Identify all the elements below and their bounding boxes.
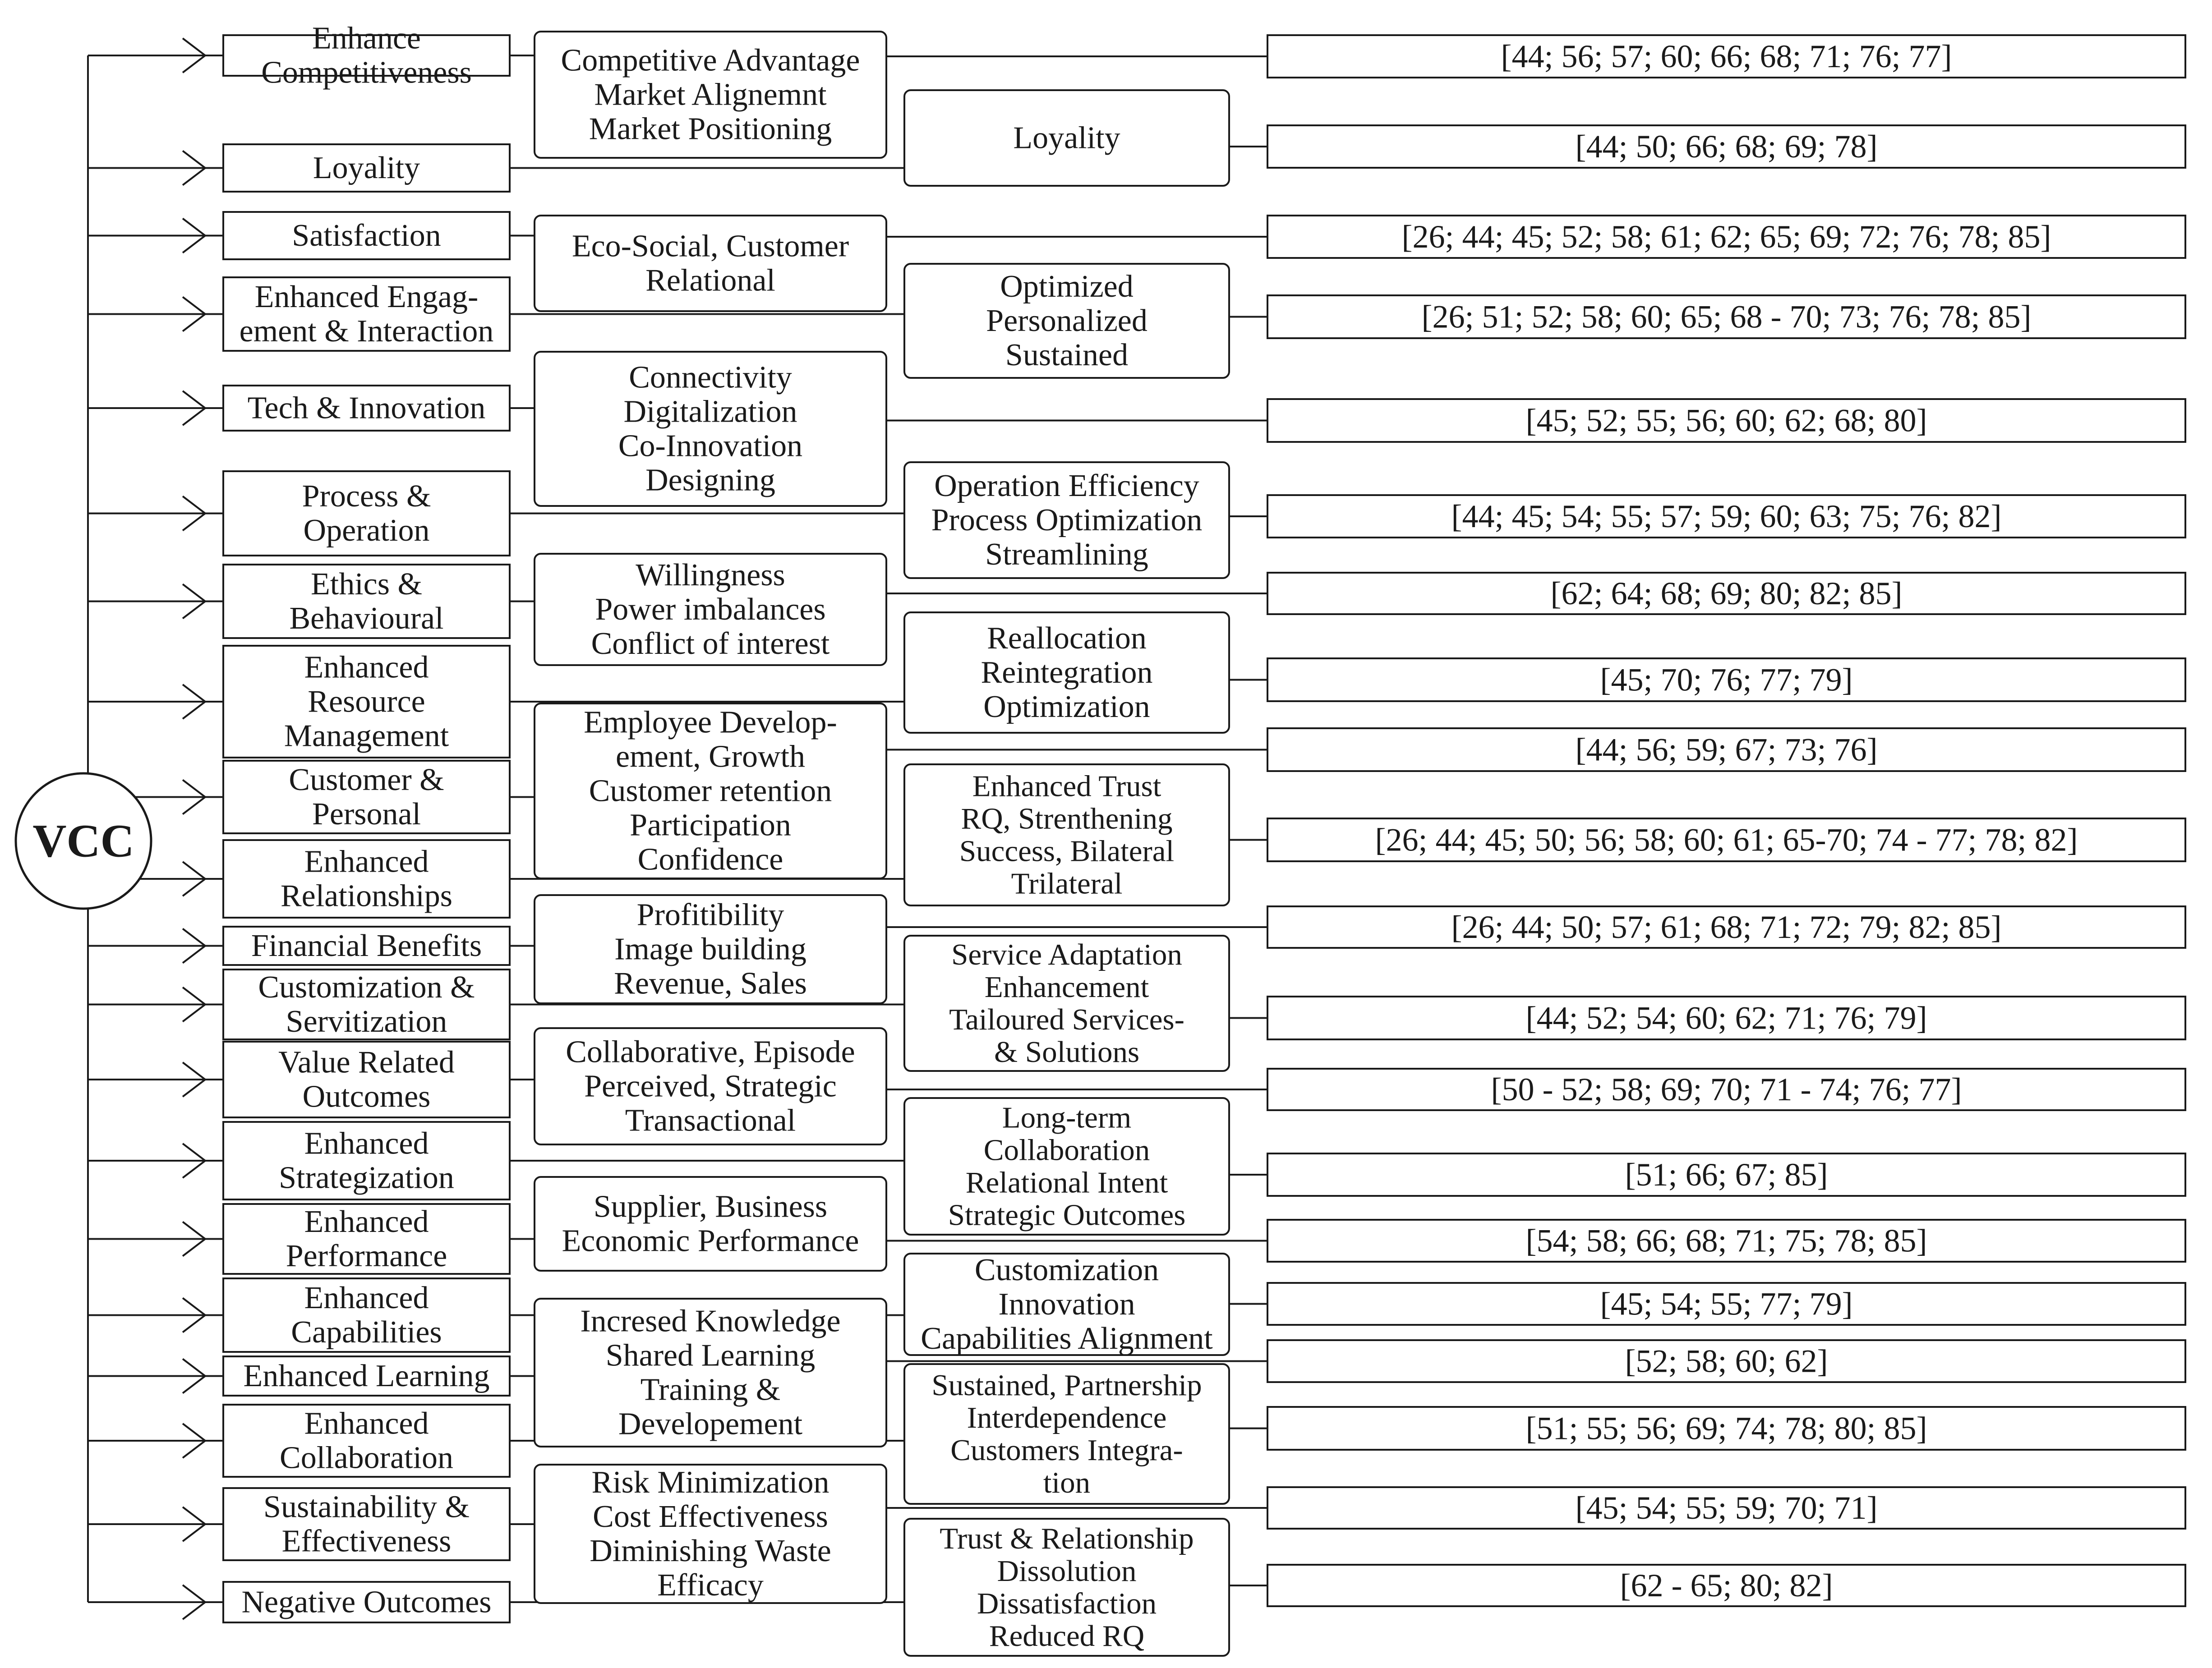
group-box-sr7-line: Capabilities Alignment [921, 1321, 1213, 1356]
group-box-sl1 [535, 216, 886, 311]
outcome-box-o7 [223, 646, 510, 758]
outcome-box-o5 [223, 471, 510, 556]
reference-box-r1-line: [44; 50; 66; 68; 69; 78] [1575, 129, 1878, 165]
outcome-box-o16-line: Enhanced Learning [243, 1359, 490, 1393]
reference-box-r12 [1267, 1069, 2185, 1110]
group-box-sr3-line: Optimization [983, 689, 1150, 724]
reference-box-r16-line: [52; 58; 60; 62] [1625, 1343, 1828, 1379]
reference-box-r3-line: [26; 51; 52; 58; 60; 65; 68 - 70; 73; 76; 78; 85] [1421, 299, 2032, 335]
group-box-sr1-line: Optimized [1000, 269, 1134, 304]
group-box-sr7-line: Customization [974, 1253, 1159, 1287]
outcome-box-o5-line: Process & [302, 479, 431, 514]
outcome-box-o17-line: Collaboration [280, 1440, 453, 1475]
outcome-box-o12-line: Outcomes [302, 1079, 431, 1114]
group-box-sr4-line: Trilateral [1011, 867, 1123, 901]
group-box-sl4-line: ement, Growth [616, 739, 805, 774]
reference-box-r17 [1267, 1407, 2185, 1450]
outcome-box-o16 [223, 1356, 510, 1396]
group-box-sr8-line: Sustained, Partnership [931, 1369, 1202, 1402]
outcome-box-o18 [223, 1488, 510, 1560]
group-box-sr8-line: Customers Integra- [950, 1434, 1183, 1467]
group-box-sr2-line: Process Optimization [931, 503, 1203, 538]
outcome-box-o11-line: Customization & [258, 970, 475, 1005]
group-box-sl9 [535, 1465, 886, 1603]
outcome-box-o17-line: Enhanced [304, 1406, 429, 1441]
group-box-sr8-line: Interdependence [967, 1401, 1167, 1434]
outcome-box-o10-line: Financial Benefits [251, 928, 482, 963]
outcome-box-o5-line: Operation [303, 513, 430, 548]
group-box-sl3 [535, 554, 886, 665]
outcome-box-o14-line: Enhanced [304, 1204, 429, 1239]
outcome-box-o13-line: Strategization [279, 1160, 454, 1195]
group-box-sl2 [535, 352, 886, 506]
outcome-box-o9-line: Enhanced [304, 844, 429, 879]
group-box-sl4-line: Employee Develop- [584, 705, 837, 740]
outcome-box-o3 [223, 277, 510, 351]
reference-box-r8 [1267, 728, 2185, 771]
reference-box-r16 [1267, 1340, 2185, 1382]
reference-box-r6-line: [62; 64; 68; 69; 80; 82; 85] [1550, 575, 1903, 611]
group-box-sr6-line: Relational Intent [965, 1166, 1168, 1199]
group-box-sr4-line: Enhanced Trust [972, 769, 1161, 803]
reference-box-r3 [1267, 295, 2185, 338]
outcome-box-o15 [223, 1278, 510, 1352]
reference-box-r11-line: [44; 52; 54; 60; 62; 71; 76; 79] [1525, 1000, 1927, 1036]
group-box-sl2-line: Connectivity [629, 360, 792, 395]
group-box-sl9-line: Cost Effectiveness [593, 1499, 828, 1534]
group-box-sl7 [535, 1177, 886, 1271]
group-box-sr4-line: RQ, Strenthening [961, 802, 1173, 836]
group-box-sr3 [904, 612, 1229, 733]
reference-box-r12-line: [50 - 52; 58; 69; 70; 71 - 74; 76; 77] [1491, 1071, 1962, 1107]
outcome-box-o15-line: Enhanced [304, 1281, 429, 1315]
group-box-sl5 [535, 895, 886, 1003]
reference-box-r0-line: [44; 56; 57; 60; 66; 68; 71; 76; 77] [1501, 38, 1952, 74]
group-box-sl3-line: Willingness [636, 558, 785, 593]
group-box-sl8-line: Training & [640, 1372, 781, 1407]
outcome-box-o8 [223, 761, 510, 833]
boxes [223, 21, 2185, 1656]
group-box-sl3-line: Conflict of interest [591, 626, 830, 661]
group-box-sl1-line: Relational [645, 263, 775, 298]
group-box-sr6-line: Strategic Outcomes [948, 1198, 1186, 1232]
reference-box-r17-line: [51; 55; 56; 69; 74; 78; 80; 85] [1525, 1410, 1927, 1447]
reference-box-r13-line: [51; 66; 67; 85] [1625, 1157, 1828, 1193]
group-box-sl8-line: Developement [618, 1406, 803, 1442]
outcome-box-o2 [223, 212, 510, 259]
group-box-sr2-line: Streamlining [985, 537, 1148, 572]
reference-box-r19-line: [62 - 65; 80; 82] [1620, 1567, 1833, 1604]
reference-box-r14-line: [54; 58; 66; 68; 71; 75; 78; 85] [1525, 1222, 1927, 1259]
group-box-sr7 [904, 1253, 1229, 1356]
reference-box-r15 [1267, 1283, 2185, 1325]
reference-box-r5-line: [44; 45; 54; 55; 57; 59; 60; 63; 75; 76; 82] [1451, 498, 2002, 534]
reference-box-r4 [1267, 399, 2185, 442]
group-box-sr8-line: tion [1043, 1466, 1091, 1499]
reference-box-r6 [1267, 573, 2185, 614]
group-box-sr9-line: Dissolution [997, 1554, 1137, 1588]
group-box-sl4-line: Customer retention [589, 773, 832, 809]
outcome-box-o3-line: Enhanced Engag- [254, 280, 479, 314]
reference-box-r9 [1267, 818, 2185, 861]
group-box-sl9-line: Risk Minimization [591, 1465, 830, 1500]
outcome-box-o4 [223, 386, 510, 431]
reference-box-r5 [1267, 495, 2185, 538]
outcome-box-o13-line: Enhanced [304, 1126, 429, 1161]
outcome-box-o7-line: Resource [308, 684, 425, 719]
group-box-sr1-line: Personalized [986, 303, 1147, 338]
outcome-box-o12 [223, 1042, 510, 1117]
reference-box-r2-line: [26; 44; 45; 52; 58; 61; 62; 65; 69; 72; 76; 78; 85] [1401, 219, 2051, 255]
outcome-box-o3-line: ement & Interaction [239, 314, 494, 349]
group-box-sr5 [904, 936, 1229, 1071]
group-box-sr6 [904, 1098, 1229, 1235]
group-box-sr5-line: Tailoured Services- [949, 1003, 1184, 1036]
group-box-sr9-line: Trust & Relationship [940, 1522, 1194, 1555]
outcome-box-o9-line: Relationships [280, 878, 453, 914]
reference-box-r7 [1267, 658, 2185, 701]
group-box-sl6-line: Transactional [625, 1103, 796, 1138]
reference-box-r9-line: [26; 44; 45; 50; 56; 58; 60; 61; 65-70; 74 - 77; 78; 82] [1375, 822, 2078, 858]
group-box-sr2-line: Operation Efficiency [934, 469, 1199, 503]
group-box-sl0-line: Market Positioning [589, 111, 832, 147]
group-box-sl8 [535, 1299, 886, 1447]
outcome-box-o14 [223, 1204, 510, 1274]
reference-box-r15-line: [45; 54; 55; 77; 79] [1600, 1286, 1853, 1322]
group-box-sl0 [535, 32, 886, 158]
group-box-sr5-line: & Solutions [994, 1035, 1140, 1069]
outcome-box-o18-line: Effectiveness [281, 1524, 452, 1559]
reference-box-r13 [1267, 1153, 2185, 1196]
group-box-sr5-line: Enhancement [984, 970, 1149, 1004]
outcome-box-o9 [223, 840, 510, 918]
outcome-box-o0 [223, 21, 510, 90]
group-box-sl9-line: Diminishing Waste [590, 1534, 831, 1568]
reference-box-r10 [1267, 906, 2185, 948]
outcome-box-o14-line: Performance [286, 1239, 447, 1273]
reference-box-r11 [1267, 997, 2185, 1039]
group-box-sl8-line: Incresed Knowledge [580, 1304, 841, 1339]
outcome-box-o11-line: Servitization [286, 1004, 447, 1039]
group-box-sl0-line: Market Alignemnt [594, 77, 827, 112]
reference-box-r8-line: [44; 56; 59; 67; 73; 76] [1575, 731, 1878, 768]
outcome-box-o6-line: Ethics & [311, 567, 422, 602]
outcome-box-o1-line: Loyality [313, 151, 420, 185]
outcome-box-o8-line: Personal [312, 797, 421, 832]
outcome-box-o17 [223, 1405, 510, 1477]
group-box-sr5-line: Service Adaptation [951, 938, 1182, 971]
outcome-box-o13 [223, 1122, 510, 1199]
group-box-sr1 [904, 264, 1229, 378]
outcome-box-o2-line: Satisfaction [292, 218, 441, 253]
outcome-box-o12-line: Value Related [278, 1045, 455, 1080]
outcome-box-o7-line: Enhanced [304, 650, 429, 685]
outcome-box-o10 [223, 927, 510, 965]
outcome-box-o19 [223, 1582, 510, 1622]
reference-box-r2 [1267, 216, 2185, 258]
group-box-sl8-line: Shared Learning [605, 1338, 816, 1373]
group-box-sr0 [904, 90, 1229, 186]
group-box-sl7-line: Supplier, Business [593, 1189, 828, 1224]
reference-box-r18 [1267, 1487, 2185, 1529]
outcome-box-o11 [223, 970, 510, 1039]
reference-box-r10-line: [26; 44; 50; 57; 61; 68; 71; 72; 79; 82; 85] [1451, 909, 2002, 945]
group-box-sl7-line: Economic Performance [562, 1223, 859, 1259]
group-box-sl2-line: Co-Innovation [618, 428, 803, 464]
outcome-box-o7-line: Management [284, 718, 449, 754]
group-box-sr7-line: Innovation [998, 1287, 1135, 1322]
group-box-sl6-line: Perceived, Strategic [584, 1069, 837, 1104]
group-box-sr0-line: Loyality [1013, 120, 1120, 156]
reference-box-r7-line: [45; 70; 76; 77; 79] [1600, 662, 1853, 698]
group-box-sr9-line: Dissatisfaction [977, 1587, 1157, 1620]
outcome-box-o6-line: Behavioural [289, 601, 444, 636]
reference-box-r1 [1267, 125, 2185, 168]
outcome-box-o6 [223, 565, 510, 638]
group-box-sr4 [904, 764, 1229, 905]
outcome-box-o18-line: Sustainability & [263, 1489, 470, 1525]
group-box-sr3-line: Reallocation [987, 621, 1147, 656]
group-box-sr4-line: Success, Bilateral [959, 834, 1175, 868]
group-box-sl3-line: Power imbalances [595, 592, 826, 627]
group-box-sl4 [535, 703, 886, 878]
group-box-sr3-line: Reintegration [981, 655, 1153, 690]
group-box-sl4-line: Participation [630, 808, 791, 843]
group-box-sl5-line: Revenue, Sales [614, 966, 807, 1001]
reference-box-r0 [1267, 35, 2185, 78]
group-box-sr1-line: Sustained [1005, 338, 1129, 372]
group-box-sl2-line: Designing [645, 463, 775, 498]
group-box-sl9-line: Efficacy [657, 1568, 764, 1603]
outcome-box-o8-line: Customer & [289, 763, 444, 797]
reference-box-r18-line: [45; 54; 55; 59; 70; 71] [1575, 1490, 1878, 1526]
reference-box-r19 [1267, 1565, 2185, 1606]
outcome-box-o1 [223, 144, 510, 192]
root-node [16, 773, 151, 909]
group-box-sl5-line: Image building [614, 932, 806, 967]
group-box-sr6-line: Long-term [1002, 1101, 1132, 1135]
group-box-sl2-line: Digitalization [623, 394, 797, 429]
outcome-box-o0-line: Enhance [312, 21, 421, 56]
group-box-sl5-line: Profitibility [636, 897, 784, 933]
group-box-sr6-line: Collaboration [983, 1133, 1150, 1167]
group-box-sl0-line: Competitive Advantage [561, 43, 860, 78]
outcome-box-o4-line: Tech & Innovation [247, 391, 486, 426]
group-box-sr9-line: Reduced RQ [989, 1619, 1145, 1653]
group-box-sl6 [535, 1028, 886, 1144]
group-box-sr8 [904, 1364, 1229, 1504]
outcome-box-o0-line: Competitiveness [261, 55, 472, 90]
outcome-box-o15-line: Capabilities [291, 1315, 442, 1350]
root-label: VCC [32, 815, 134, 867]
group-box-sl1-line: Eco-Social, Customer [571, 229, 849, 264]
group-box-sr2 [904, 462, 1229, 578]
reference-box-r14 [1267, 1220, 2185, 1262]
outcome-box-o19-line: Negative Outcomes [241, 1585, 492, 1620]
group-box-sl4-line: Confidence [637, 842, 783, 877]
group-box-sl6-line: Collaborative, Episode [566, 1034, 855, 1070]
group-box-sr9 [904, 1519, 1229, 1656]
reference-box-r4-line: [45; 52; 55; 56; 60; 62; 68; 80] [1525, 402, 1927, 439]
